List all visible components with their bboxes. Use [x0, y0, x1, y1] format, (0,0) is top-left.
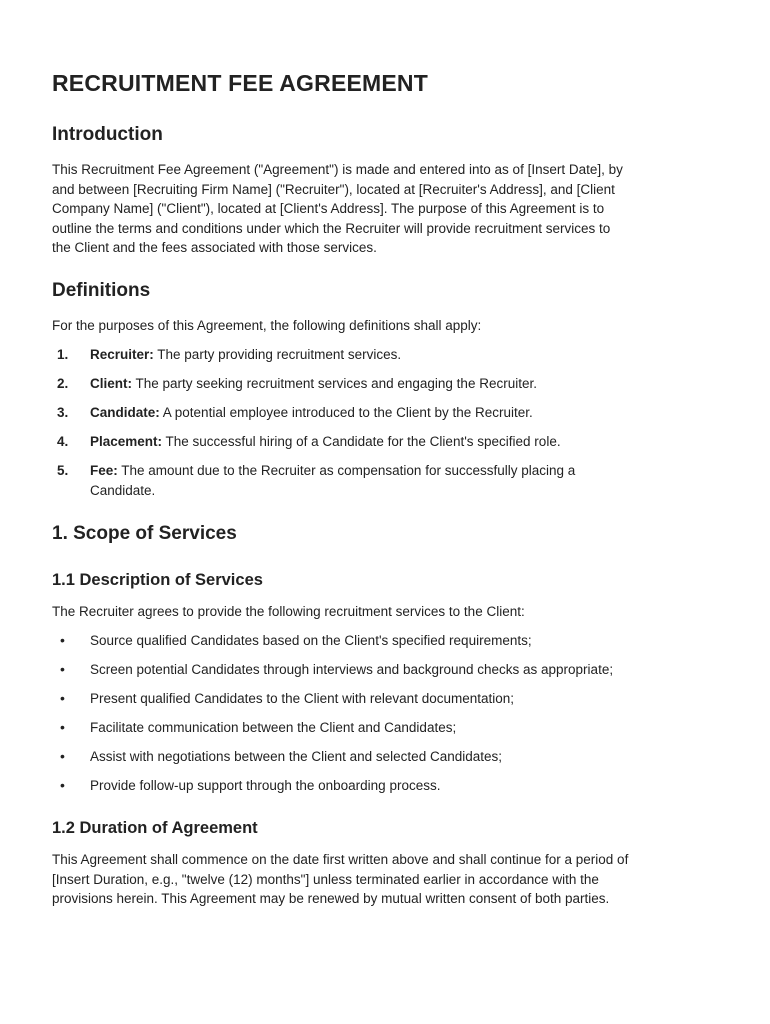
definition-text: The party providing recruitment services.: [153, 347, 402, 362]
bullet-icon: •: [60, 719, 65, 735]
bullet-icon: •: [60, 632, 65, 648]
definitions-heading: Definitions: [52, 280, 151, 301]
definition-term: Client:: [90, 376, 132, 391]
definition-number: 1.: [57, 347, 69, 362]
bullet-icon: •: [60, 777, 65, 793]
definition-text: The party seeking recruitment services and engaging the Recruiter.: [132, 376, 537, 391]
definition-term: Fee:: [90, 463, 118, 478]
definition-term: Placement:: [90, 434, 163, 449]
duration-line: provisions herein. This Agreement may be renewed by mutual written consent of both parties.: [52, 891, 610, 907]
introduction-line: the Client and the fees associated with those services.: [52, 240, 377, 256]
scope-heading: 1. Scope of Services: [52, 523, 237, 544]
definition-text: The amount due to the Recruiter as compensation for successfully placing a: [117, 463, 576, 478]
document-title: RECRUITMENT FEE AGREEMENT: [52, 70, 428, 96]
bullet-icon: •: [60, 661, 65, 677]
definition-number: 5.: [57, 463, 69, 478]
duration-heading: 1.2 Duration of Agreement: [52, 819, 258, 837]
introduction-line: outline the terms and conditions under which the Recruiter will provide recruitment services to: [52, 220, 611, 236]
definition-number: 3.: [57, 405, 69, 420]
description-heading: 1.1 Description of Services: [52, 571, 263, 589]
description-intro: The Recruiter agrees to provide the following recruitment services to the Client:: [52, 604, 525, 619]
definition-number: 4.: [57, 434, 69, 449]
definition-number: 2.: [57, 376, 69, 391]
duration-line: [Insert Duration, e.g., "twelve (12) months"] unless terminated earlier in accordance with the: [52, 871, 599, 887]
definition-text: A potential employee introduced to the Client by the Recruiter.: [159, 405, 533, 420]
introduction-line: and between [Recruiting Firm Name] ("Recruiter"), located at [Recruiter's Address], and [Client: [52, 181, 615, 197]
introduction-paragraph: [52, 160, 717, 258]
bullet-icon: •: [60, 748, 65, 764]
definition-text: Candidate.: [90, 482, 156, 498]
introduction-line: Company Name] ("Client"), located at [Client's Address]. The purpose of this Agreement is to: [52, 201, 605, 217]
introduction-heading: Introduction: [52, 124, 163, 145]
definition-term: Candidate:: [90, 405, 160, 420]
bullet-icon: •: [60, 690, 65, 706]
definitions-intro: For the purposes of this Agreement, the following definitions shall apply:: [52, 318, 482, 333]
introduction-line: This Recruitment Fee Agreement ("Agreement") is made and entered into as of [Insert Date], by: [52, 162, 623, 177]
duration-paragraph: [52, 850, 717, 909]
definition-text: The successful hiring of a Candidate for the Client's specified role.: [162, 434, 561, 449]
duration-line: This Agreement shall commence on the date first written above and shall continue for a period of: [52, 852, 629, 867]
definition-term: Recruiter:: [90, 347, 154, 362]
